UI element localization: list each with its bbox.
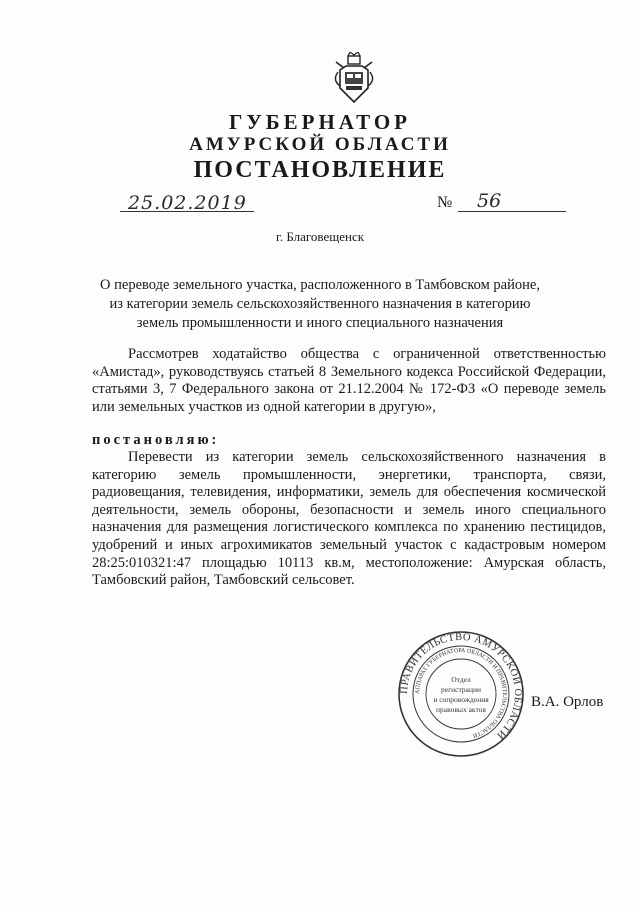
number-label: № (437, 194, 453, 211)
city: г. Благовещенск (275, 229, 365, 244)
header-governor: ГУБЕРНАТОР (228, 110, 412, 134)
stamp-center-line-3: и сопровождения (433, 695, 489, 704)
document-date: 25.02.2019 (128, 192, 247, 214)
stamp-inner-text: АППАРАТ ГУБЕРНАТОРА ОБЛАСТИ И ПРАВИТЕЛЬСТВА ОБЛАСТИ (414, 647, 508, 739)
stamp-center-line-1: Отдел (451, 675, 471, 684)
signer-name: В.А. Орлов (531, 694, 604, 710)
paragraph-decision: Перевести из категории земель сельскохозяйственного назначения в категорию земель промышленности, энергетики, транспорта, связи, радиовещания, телевидения, информатики, земель для обеспечения космической деятельности, земель обороны, безопасности и земель иного специального назначения для размещения логистического комплекса по хранению пестицидов, удобрений и иных агрохимикатов земельный участок с кадастровым номером 28:25:010321:47 площадью 10113 кв.м, местоположение: Амурская область, Тамбовский район, Тамбовский сельсовет. (92, 449, 606, 589)
coat-of-arms-icon (330, 52, 378, 104)
official-stamp (397, 630, 525, 758)
header-region: АМУРСКОЙ ОБЛАСТИ (189, 134, 451, 155)
decree-word: постановляю: (92, 432, 220, 448)
number-underline (458, 211, 566, 212)
document-number: 56 (477, 190, 502, 212)
stamp-center-line-4: правовых актов (436, 705, 486, 714)
document-type: ПОСТАНОВЛЕНИЕ (193, 157, 447, 183)
stamp-outer-text: ПРАВИТЕЛЬСТВО АМУРСКОЙ ОБЛАСТИ (398, 631, 524, 741)
paragraph-preamble: Рассмотрев ходатайство общества с ограниченной ответственностью «Амистад», руководствуясь статьей 8 Земельного кодекса Российской Федерации, статьями 3, 7 Федерального закона от 21.12.2004 № 172-ФЗ «О переводе земель или земельных участков из одной категории в другую», (92, 346, 606, 415)
date-underline (120, 211, 254, 212)
stamp-center-line-2: регистрации (441, 685, 481, 694)
document-title: О переводе земельного участка, расположенного в Тамбовском районе, из категории земель сельскохозяйственного назначения в категорию земель промышленности и иного специального назначения (100, 277, 540, 331)
